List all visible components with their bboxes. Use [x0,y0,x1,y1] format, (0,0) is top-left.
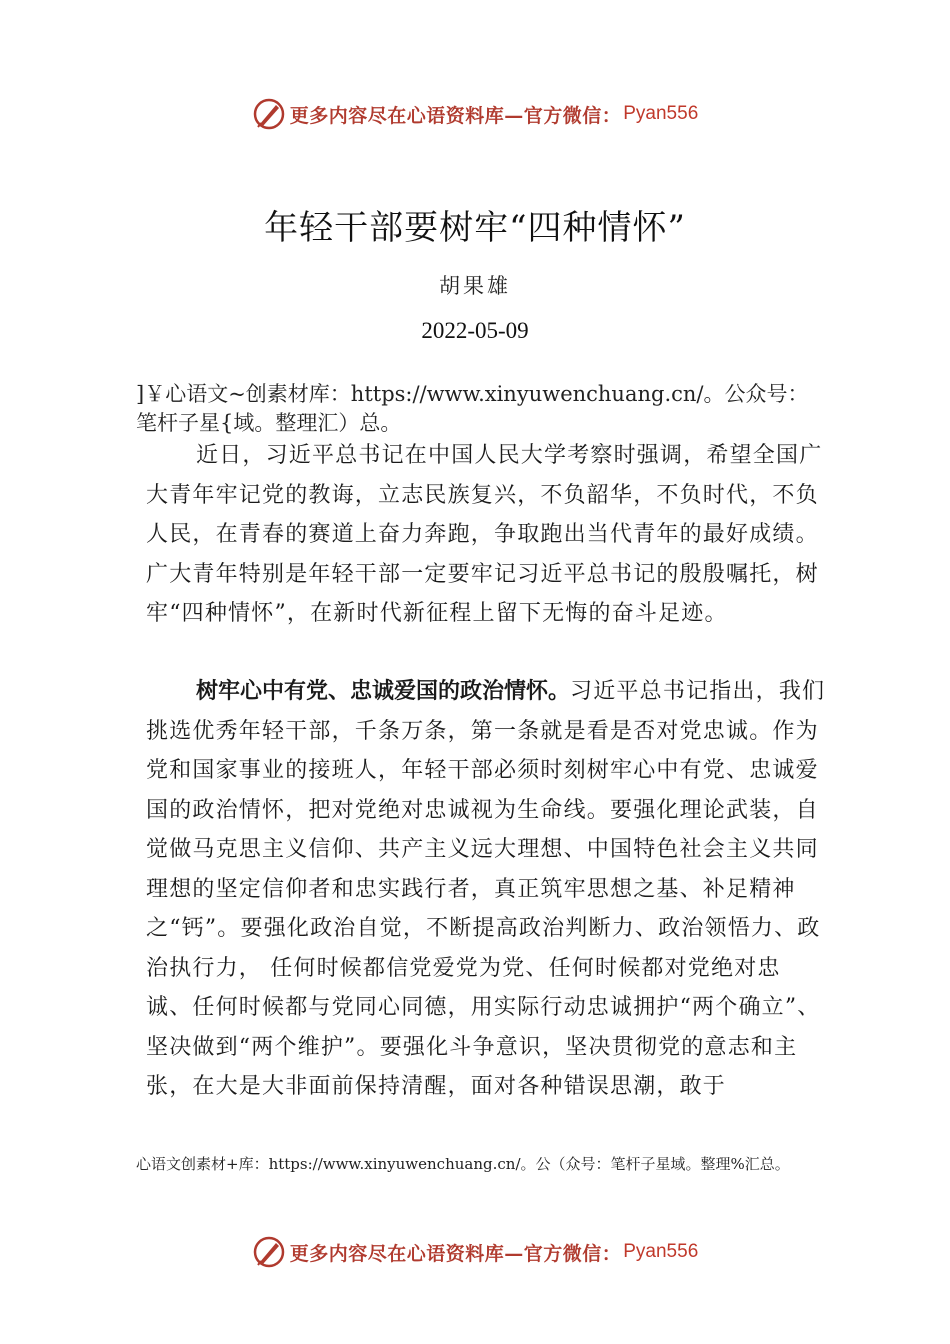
paragraph-2 [146,672,826,1107]
footer-banner [0,1232,950,1272]
source-note-top: ]￥心语文~创素材库：https://www.xinyuwenchuang.cn/。公众号：笔杆子星{域。整理汇）总。 [136,382,809,435]
article-author: 胡果雄 [439,274,511,298]
banner-wechat-id: Pyan556 [623,103,699,124]
quill-pen-logo-icon [252,1235,286,1269]
banner-text: 更多内容尽在心语资料库—官方微信： [289,104,622,127]
header-banner [0,94,950,134]
source-note-bottom: 心语文创素材+库：https://www.xinyuwenchuang.cn/。公（众号：笔杆子星域。整理%汇总。 [136,1155,790,1173]
banner-text: 更多内容尽在心语资料库—官方微信： [289,1242,622,1265]
paragraph-2-text: 习近平总书记指出，我们挑选优秀年轻干部，千条万条，第一条就是看是否对党忠诚。作为党和国家事业的接班人，年轻干部必须时刻树牢心中有党、忠诚爱国的政治情怀，把对党绝对忠诚视为生命线。要强化理论武装，自觉做马克思主义信仰、共产主义远大理想、中国特色社会主义共同理想的坚定信仰者和忠实践行者，真正筑牢思想之基、补足精神之“钙”。要强化政治自觉，不断提高政治判断力、政治领悟力、政治执行力， 任何时候都信党爱党为党、任何时候都对党绝对忠诚、任何时候都与党同心同德，用实际行动忠诚拥护“两个确立”、坚决做到“两个维护”。要强化斗争意识，坚决贯彻党的意志和主张，在大是大非面前保持清醒，面对各种错误思潮，敢于 [146,679,826,1099]
article-date: 2022-05-09 [421,318,529,343]
banner-wechat-id: Pyan556 [623,1241,699,1262]
quill-pen-logo-icon [252,97,286,131]
paragraph-2-lead: 树牢心中有党、忠诚爱国的政治情怀。 [196,679,571,704]
article-title: 年轻干部要树牢“四种情怀” [264,208,686,248]
paragraph-1 [146,436,826,634]
paragraph-1-text: 近日，习近平总书记在中国人民大学考察时强调，希望全国广大青年牢记党的教诲，立志民族复兴，不负韶华，不负时代，不负人民，在青春的赛道上奋力奔跑，争取跑出当代青年的最好成绩。广大青年特别是年轻干部一定要牢记习近平总书记的殷殷嘱托，树牢“四种情怀”，在新时代新征程上留下无悔的奋斗足迹。 [146,443,823,626]
